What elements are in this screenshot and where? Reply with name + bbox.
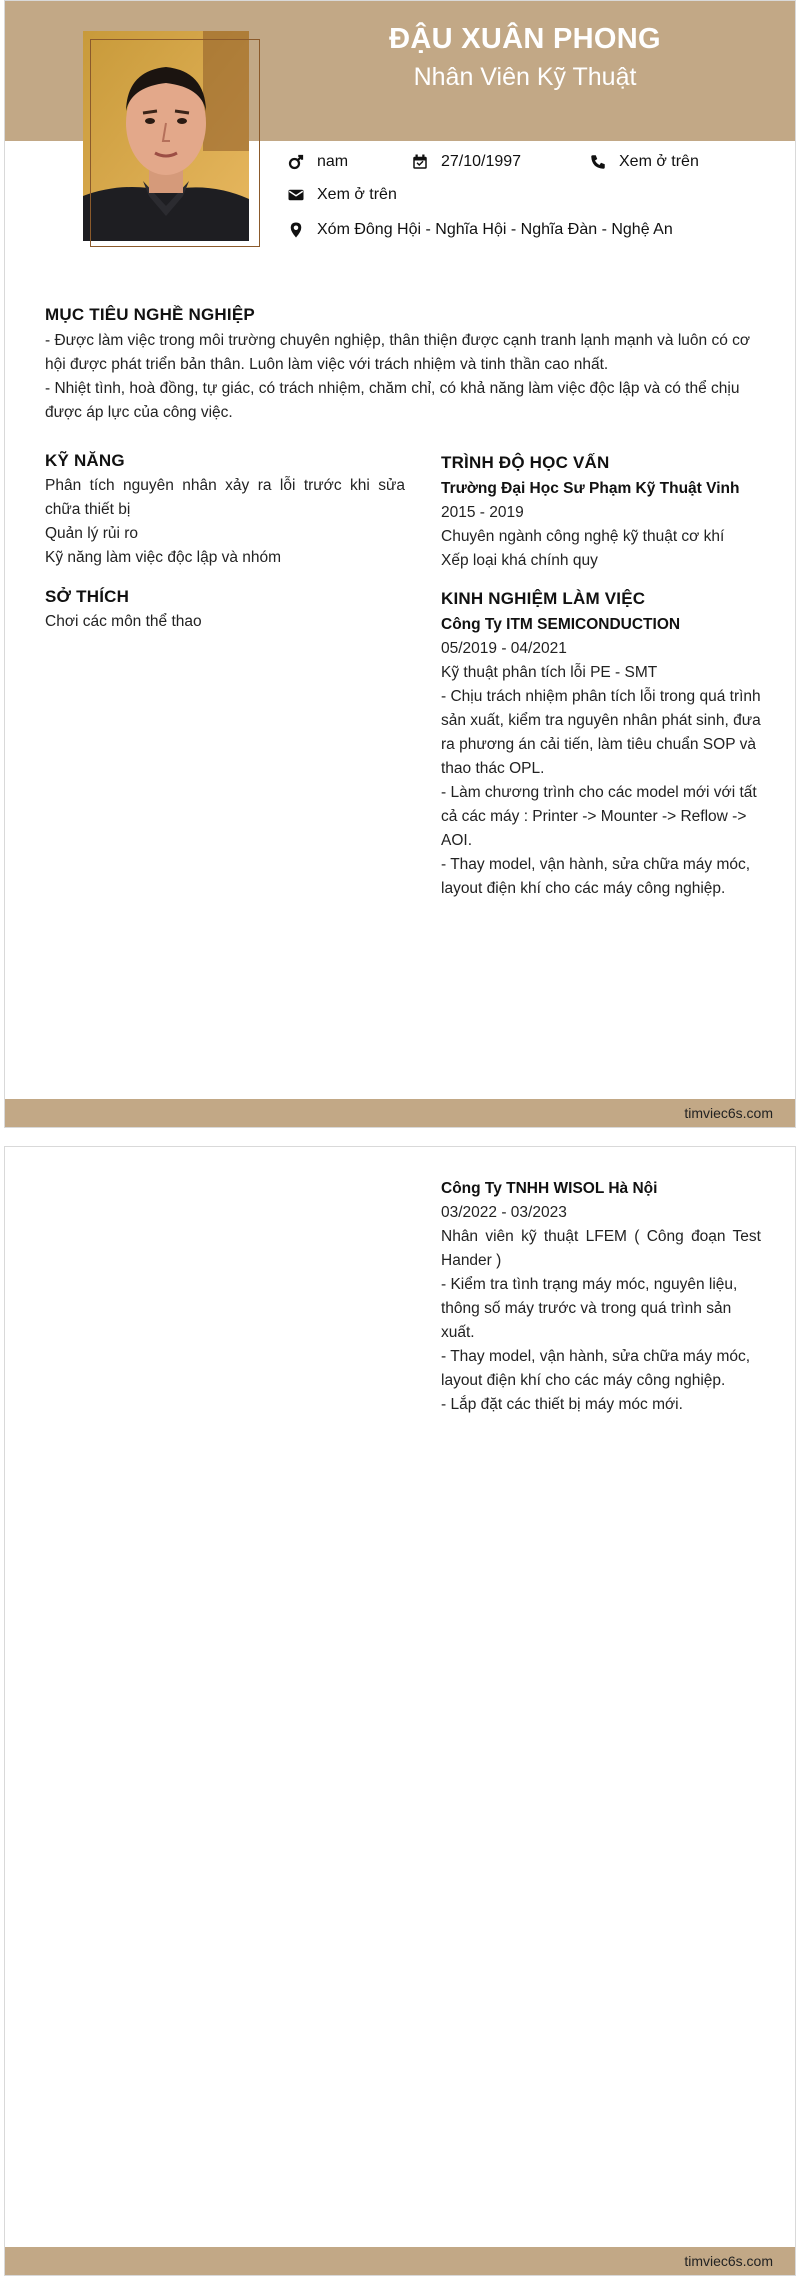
contact-birthday [411,153,521,171]
job-detail: - Thay model, vận hành, sửa chữa máy móc, layout điện khí cho các máy công nghiệp. [441,856,751,897]
education-block [441,477,761,573]
skill-item: Phân tích nguyên nhân xảy ra lỗi trước khi sửa chữa thiết bị [45,477,405,518]
skill-item: Quản lý rủi ro [45,525,139,542]
footer-band [5,2247,795,2275]
address-value: Xóm Đông Hội - Nghĩa Hội - Nghĩa Đàn - Nghệ An [317,221,673,238]
calendar-icon [411,153,429,171]
company-name: Công Ty TNHH WISOL Hà Nội [441,1180,658,1197]
education-grade: Xếp loại khá chính quy [441,552,598,569]
location-icon [287,221,305,239]
contact-phone [589,153,699,171]
contact-gender [287,153,348,171]
job-position: Kỹ thuật phân tích lỗi PE - SMT [441,664,658,681]
job-detail: - Lắp đặt các thiết bị máy móc mới. [441,1396,683,1413]
hobbies-title: SỞ THÍCH [45,587,130,606]
school-name: Trường Đại Học Sư Phạm Kỹ Thuật Vinh [441,480,740,497]
job-period: 05/2019 - 04/2021 [441,640,567,657]
footer-brand[interactable]: timviec6s.com [684,2253,773,2269]
skills-list [45,474,405,570]
hobbies-text [45,610,405,634]
footer-brand[interactable]: timviec6s.com [684,1105,773,1121]
contact-address [287,221,673,239]
experience-job-1 [441,613,761,901]
candidate-name: ĐẬU XUÂN PHONG [389,23,661,55]
education-title: TRÌNH ĐỘ HỌC VẤN [441,453,610,472]
email-icon [287,186,305,204]
gender-icon [287,153,305,171]
job-detail: - Kiểm tra tình trạng máy móc, nguyên liệu, thông số máy trước và trong quá trình sản xuất. [441,1276,738,1341]
experience-job-2 [441,1177,761,1417]
cv-page-1 [4,0,796,1128]
email-value: Xem ở trên [317,186,397,203]
education-major: Chuyên ngành công nghệ kỹ thuật cơ khí [441,528,725,545]
job-detail: - Thay model, vận hành, sửa chữa máy móc, layout điện khí cho các máy công nghiệp. [441,1348,751,1389]
cv-page-2 [4,1146,796,2276]
contact-email [287,186,397,204]
experience-title: KINH NGHIỆM LÀM VIỆC [441,589,646,608]
company-name: Công Ty ITM SEMICONDUCTION [441,616,681,633]
footer-band [5,1099,795,1127]
birthday-value: 27/10/1997 [441,153,522,170]
education-period: 2015 - 2019 [441,504,524,521]
job-title: Nhân Viên Kỹ Thuật [413,63,637,91]
objective-line: - Được làm việc trong môi trường chuyên nghiệp, thân thiện được cạnh tranh lạnh mạnh và luôn có cơ hội được phát triển bản thân. Luôn làm việc với trách nhiệm và tinh thần cao nhất. [45,332,751,373]
gender-value: nam [317,153,349,170]
objective-text [45,329,761,425]
job-detail: - Làm chương trình cho các model mới với tất cả các máy : Printer -> Mounter -> Reflow -> AOI. [441,784,757,849]
skill-item: Kỹ năng làm việc độc lập và nhóm [45,549,282,566]
phone-icon [589,153,607,171]
objective-line: - Nhiệt tình, hoà đồng, tự giác, có trách nhiệm, chăm chỉ, có khả năng làm việc độc lập và có thể chịu được áp lực của công việc. [45,380,740,421]
job-period: 03/2022 - 03/2023 [441,1204,567,1221]
objective-title: MỤC TIÊU NGHỀ NGHIỆP [45,305,255,324]
photo-frame [90,39,260,247]
phone-value: Xem ở trên [619,153,699,170]
job-position: Nhân viên kỹ thuật LFEM ( Công đoạn Test Hander ) [441,1228,761,1269]
job-detail: - Chịu trách nhiệm phân tích lỗi trong quá trình sản xuất, kiểm tra nguyên nhân phát sinh, đưa ra phương án cải tiến, làm tiêu chuẩn SOP và thao thác OPL. [441,688,761,777]
hobby-item: Chơi các môn thể thao [45,613,202,630]
skills-title: KỸ NĂNG [45,451,125,470]
